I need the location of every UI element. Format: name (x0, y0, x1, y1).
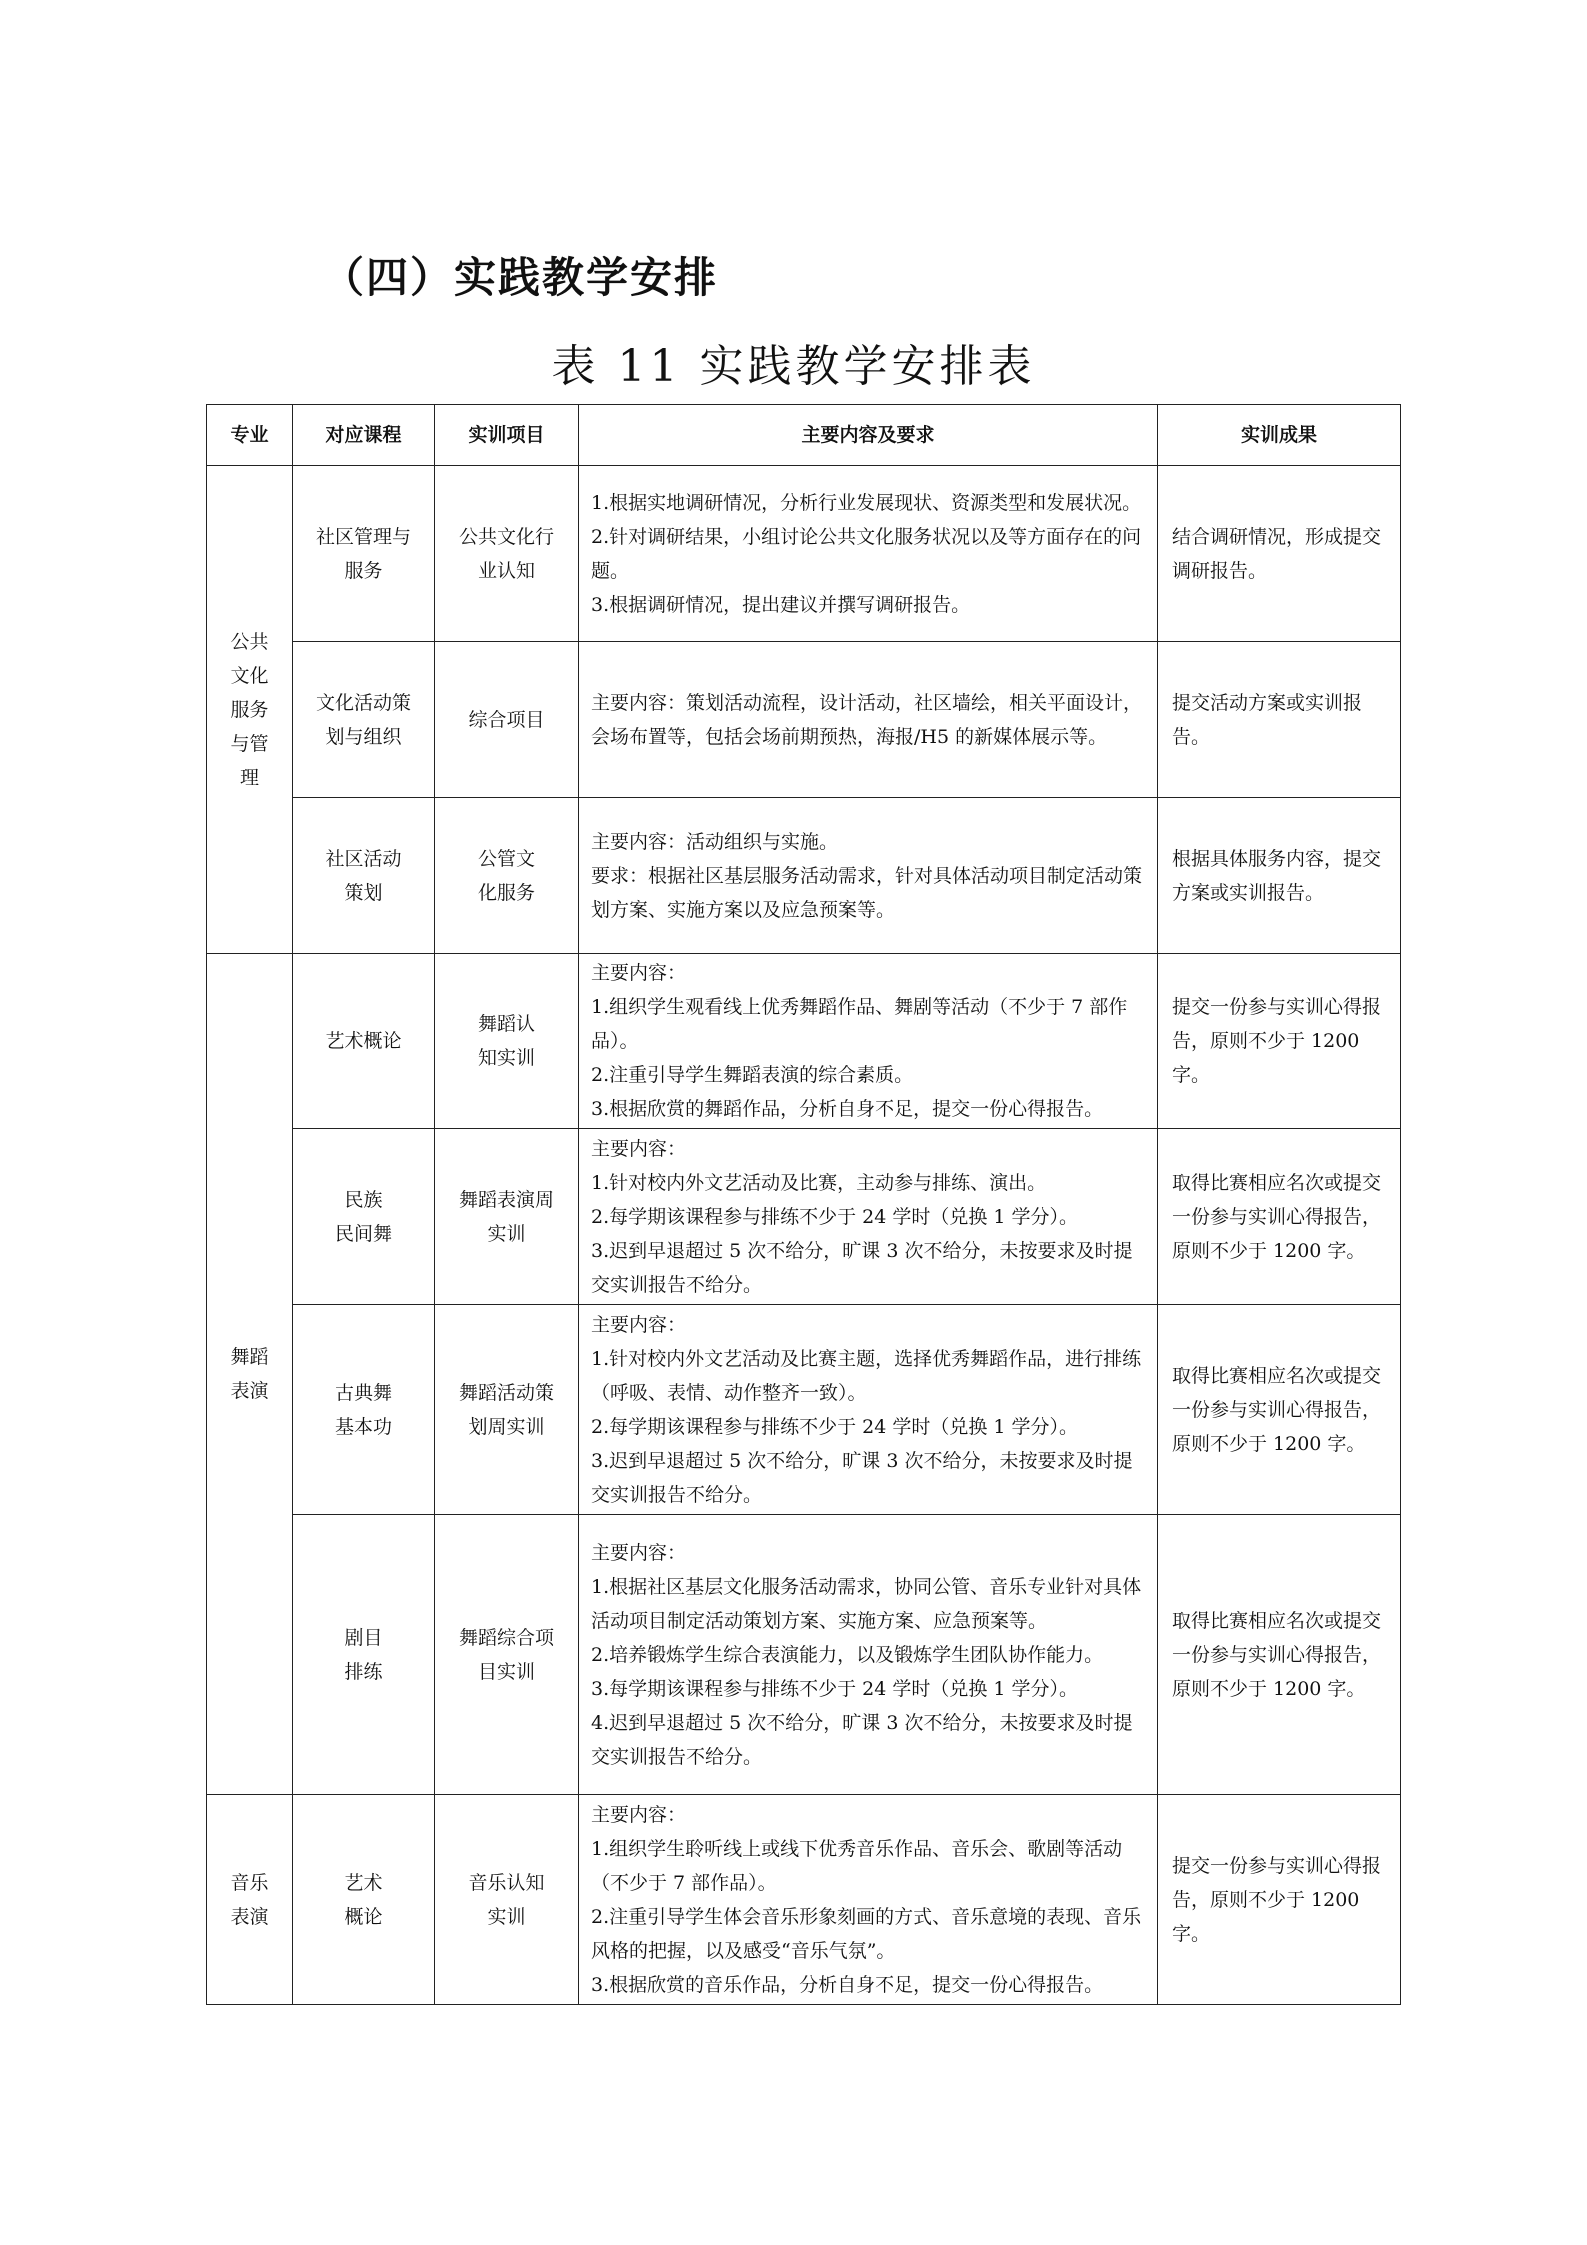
major-cell: 公共 文化 服务 与管 理 (207, 466, 293, 954)
content-line: 1.根据实地调研情况，分析行业发展现状、资源类型和发展状况。 (591, 491, 1142, 514)
section-heading: （四）实践教学安排 (322, 253, 719, 302)
result-cell: 结合调研情况，形成提交调研报告。 (1158, 466, 1401, 642)
result-cell: 取得比赛相应名次或提交一份参与实训心得报告，原则不少于 1200 字。 (1158, 1129, 1401, 1305)
content-cell (579, 466, 1158, 642)
course-cell: 社区活动 策划 (293, 798, 435, 954)
content-line: 2.培养锻炼学生综合表演能力，以及锻炼学生团队协作能力。 (591, 1643, 1104, 1666)
content-line: 主要内容： (591, 1137, 687, 1160)
content-line: 2.每学期该课程参与排练不少于 24 学时（兑换 1 学分）。 (591, 1415, 1079, 1438)
content-line: 3.每学期该课程参与排练不少于 24 学时（兑换 1 学分）。 (591, 1677, 1079, 1700)
content-line: 要求：根据社区基层服务活动需求，针对具体活动项目制定活动策划方案、实施方案以及应急预案等。 (591, 864, 1143, 921)
content-cell (579, 798, 1158, 954)
course-cell: 文化活动策 划与组织 (293, 642, 435, 798)
table-row (207, 466, 1401, 642)
table-row (207, 798, 1401, 954)
result-cell: 提交一份参与实训心得报告，原则不少于 1200 字。 (1158, 1795, 1401, 2005)
header-major: 专业 (207, 405, 293, 466)
practice-teaching-table (206, 404, 1401, 2005)
project-cell: 综合项目 (435, 642, 579, 798)
project-cell: 舞蹈表演周 实训 (435, 1129, 579, 1305)
result-cell: 根据具体服务内容，提交方案或实训报告。 (1158, 798, 1401, 954)
content-cell (579, 1515, 1158, 1795)
table-row (207, 642, 1401, 798)
header-result: 实训成果 (1158, 405, 1401, 466)
project-cell: 舞蹈综合项 目实训 (435, 1515, 579, 1795)
content-line: 1.组织学生观看线上优秀舞蹈作品、舞剧等活动（不少于 7 部作品）。 (591, 996, 1128, 1052)
content-line: 2.针对调研结果，小组讨论公共文化服务状况以及等方面存在的问题。 (591, 525, 1142, 582)
content-cell (579, 642, 1158, 798)
course-cell: 艺术 概论 (293, 1795, 435, 2005)
table-row (207, 1515, 1401, 1795)
result-cell: 取得比赛相应名次或提交一份参与实训心得报告，原则不少于 1200 字。 (1158, 1515, 1401, 1795)
major-cell: 舞蹈 表演 (207, 954, 293, 1795)
course-cell: 剧目 排练 (293, 1515, 435, 1795)
course-cell: 社区管理与 服务 (293, 466, 435, 642)
header-course: 对应课程 (293, 405, 435, 466)
content-line: 3.根据调研情况，提出建议并撰写调研报告。 (591, 593, 971, 616)
content-cell (579, 954, 1158, 1129)
content-cell (579, 1305, 1158, 1515)
content-line: 3.根据欣赏的舞蹈作品，分析自身不足，提交一份心得报告。 (591, 1098, 1104, 1120)
content-line: 主要内容： (591, 1803, 687, 1826)
project-cell: 舞蹈活动策 划周实训 (435, 1305, 579, 1515)
content-line: 1.根据社区基层文化服务活动需求，协同公管、音乐专业针对具体活动项目制定活动策划方案、实施方案、应急预案等。 (591, 1575, 1142, 1632)
content-line: 3.根据欣赏的音乐作品，分析自身不足，提交一份心得报告。 (591, 1973, 1104, 1996)
content-line: 2.注重引导学生体会音乐形象刻画的方式、音乐意境的表现、音乐风格的把握，以及感受“音乐气氛”。 (591, 1905, 1142, 1962)
project-cell: 公共文化行 业认知 (435, 466, 579, 642)
table-header-row (207, 405, 1401, 466)
content-line: 主要内容： (591, 1313, 687, 1336)
header-content: 主要内容及要求 (579, 405, 1158, 466)
result-cell: 取得比赛相应名次或提交一份参与实训心得报告，原则不少于 1200 字。 (1158, 1305, 1401, 1515)
course-cell: 民族 民间舞 (293, 1129, 435, 1305)
content-line: 4.迟到早退超过 5 次不给分，旷课 3 次不给分，未按要求及时提交实训报告不给分。 (591, 1711, 1133, 1768)
project-cell: 舞蹈认 知实训 (435, 954, 579, 1129)
content-cell (579, 1129, 1158, 1305)
course-cell: 艺术概论 (293, 954, 435, 1129)
content-line: 1.针对校内外文艺活动及比赛，主动参与排练、演出。 (591, 1171, 1047, 1194)
major-cell: 音乐 表演 (207, 1795, 293, 2005)
content-line: 3.迟到早退超过 5 次不给分，旷课 3 次不给分，未按要求及时提交实训报告不给分。 (591, 1449, 1133, 1506)
table-row (207, 1305, 1401, 1515)
result-cell: 提交活动方案或实训报告。 (1158, 642, 1401, 798)
content-line: 主要内容：策划活动流程，设计活动，社区墙绘，相关平面设计，会场布置等，包括会场前期预热，海报/H5 的新媒体展示等。 (591, 691, 1143, 748)
project-cell: 音乐认知 实训 (435, 1795, 579, 2005)
content-line: 主要内容： (591, 1541, 687, 1564)
table-caption: 表 11 实践教学安排表 (551, 341, 1036, 392)
content-line: 2.每学期该课程参与排练不少于 24 学时（兑换 1 学分）。 (591, 1205, 1079, 1228)
content-line: 主要内容： (591, 962, 687, 984)
project-cell: 公管文 化服务 (435, 798, 579, 954)
content-line: 主要内容：活动组织与实施。 (591, 830, 839, 853)
course-cell: 古典舞 基本功 (293, 1305, 435, 1515)
content-line: 3.迟到早退超过 5 次不给分，旷课 3 次不给分，未按要求及时提交实训报告不给分。 (591, 1239, 1133, 1296)
content-line: 2.注重引导学生舞蹈表演的综合素质。 (591, 1064, 914, 1086)
result-cell: 提交一份参与实训心得报告，原则不少于 1200 字。 (1158, 954, 1401, 1129)
header-project: 实训项目 (435, 405, 579, 466)
table-row (207, 1795, 1401, 2005)
table-row (207, 954, 1401, 1129)
content-line: 1.针对校内外文艺活动及比赛主题，选择优秀舞蹈作品，进行排练（呼吸、表情、动作整齐一致）。 (591, 1347, 1142, 1404)
table-row (207, 1129, 1401, 1305)
content-line: 1.组织学生聆听线上或线下优秀音乐作品、音乐会、歌剧等活动（不少于 7 部作品）。 (591, 1837, 1123, 1894)
content-cell (579, 1795, 1158, 2005)
